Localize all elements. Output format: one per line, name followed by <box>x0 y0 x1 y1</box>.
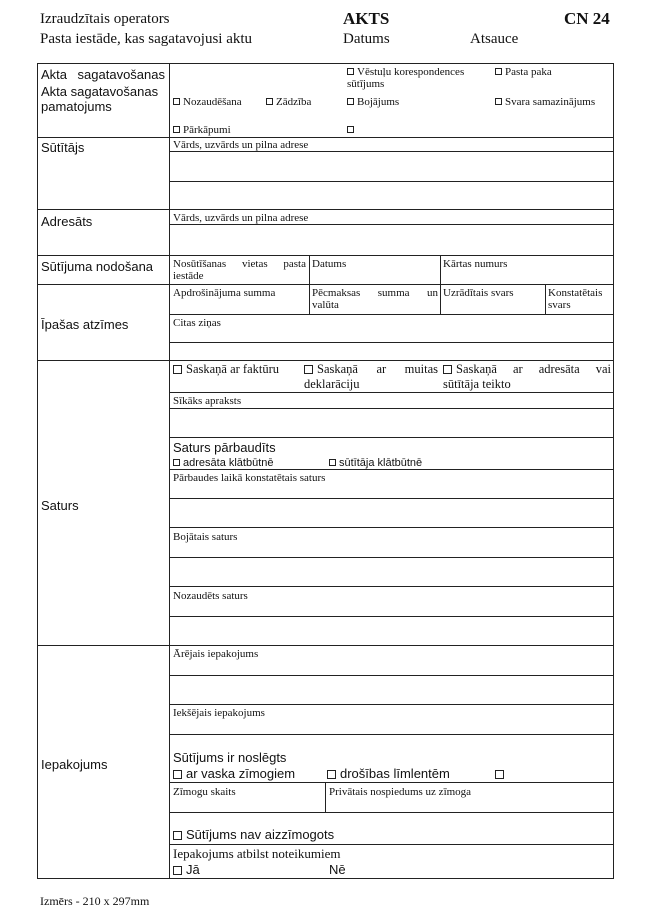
contents-checked: Saturs pārbaudīts <box>173 440 276 455</box>
cod-amount-line2: valūta <box>312 299 339 311</box>
checkbox-icon <box>327 770 336 779</box>
special-label: Īpašas atzīmes <box>41 317 129 332</box>
found-weight-line1: Konstatētais <box>548 287 603 299</box>
security-tape-option[interactable]: drošības līmlentēm <box>327 767 450 781</box>
customs-option-line2: deklarāciju <box>304 377 360 391</box>
insured-amount: Apdrošinājuma summa <box>173 287 276 299</box>
theft-option[interactable]: Zādzība <box>266 96 311 108</box>
outer-packaging-field: Ārējais iepakojums <box>173 648 259 660</box>
basis-label: Akta sagatavošanas pamatojums <box>41 84 159 114</box>
posting-place-line2: iestāde <box>173 270 204 282</box>
checkbox-icon <box>173 770 182 779</box>
date-label: Datums <box>343 31 390 47</box>
invoice-option[interactable]: Saskaņā ar faktūru <box>173 362 279 376</box>
checkbox-icon <box>347 68 354 75</box>
posting-place-line1: Nosūtīšanas vietas pasta <box>173 258 306 270</box>
declared-weight: Uzrādītais svars <box>443 287 514 299</box>
checkbox-icon <box>173 459 180 466</box>
posting-serial: Kārtas numurs <box>443 258 508 270</box>
checkbox-icon <box>495 68 502 75</box>
addressee-label: Adresāts <box>41 214 93 229</box>
checkbox-icon <box>347 126 354 133</box>
found-weight-line2: svars <box>548 299 571 311</box>
checkbox-icon <box>173 126 180 133</box>
form-table <box>37 63 614 879</box>
posting-label: Sūtījuma nodošana <box>41 259 154 274</box>
lost-contents-field: Nozaudēts saturs <box>173 590 248 602</box>
checkbox-icon <box>495 770 504 779</box>
checkbox-icon <box>304 365 313 374</box>
form-code: CN 24 <box>564 9 610 28</box>
letter-correspondence-line2: sūtījums <box>347 78 385 90</box>
closed-label: Sūtījums ir noslēgts <box>173 750 287 765</box>
other-closure-option[interactable] <box>495 767 508 781</box>
posting-date: Datums <box>312 258 347 270</box>
checkbox-icon <box>495 98 502 105</box>
office-label: Pasta iestāde, kas sagatavojusi aktu <box>40 31 253 47</box>
sender-field: Vārds, uzvārds un pilna adrese <box>173 139 309 151</box>
addressee-present-option[interactable]: adresāta klātbūtnē <box>173 457 274 469</box>
addressee-field: Vārds, uzvārds un pilna adrese <box>173 212 309 224</box>
seal-count-field: Zīmogu skaits <box>173 786 236 798</box>
parcel-option[interactable]: Pasta paka <box>495 66 552 78</box>
packaging-label: Iepakojums <box>41 757 108 772</box>
form-title: AKTS <box>343 9 390 28</box>
blank-option[interactable] <box>347 124 357 136</box>
found-contents-field: Pārbaudes laikā konstatētais saturs <box>173 472 326 484</box>
inner-packaging-field: Iekšējais iepakojums <box>173 707 265 719</box>
checkbox-icon <box>443 365 452 374</box>
sender-present-option[interactable]: sūtītāja klātbūtnē <box>329 457 422 469</box>
checkbox-icon <box>173 98 180 105</box>
checkbox-icon <box>173 365 182 374</box>
letter-correspondence-option[interactable]: Vēstuļu korespondences <box>347 66 464 78</box>
missent-option[interactable]: Pārkāpumi <box>173 124 231 136</box>
label-column-divider <box>169 63 170 879</box>
checkbox-icon <box>173 866 182 875</box>
conforms-label: Iepakojums atbilst noteikumiem <box>173 846 341 861</box>
damage-option[interactable]: Bojājums <box>347 96 399 108</box>
checkbox-icon <box>329 459 336 466</box>
basis-label-line1: Akta sagatavošanas <box>41 67 165 82</box>
reference-label: Atsauce <box>470 31 519 47</box>
checkbox-icon <box>266 98 273 105</box>
statement-option-line2: sūtītāja teikto <box>443 377 511 391</box>
size-note: Izmērs - 210 x 297mm <box>40 894 150 908</box>
sender-label: Sūtītājs <box>41 140 85 155</box>
wax-seal-option[interactable]: ar vaska zīmogiem <box>173 767 295 781</box>
private-imprint-field: Privātais nospiedums uz zīmoga <box>329 786 472 798</box>
damaged-contents-field: Bojātais saturs <box>173 531 238 543</box>
contents-label: Saturs <box>41 498 79 513</box>
cod-amount-line1: Pēcmaksas summa un <box>312 287 438 299</box>
conforms-no-option[interactable]: Nē <box>329 862 346 877</box>
customs-option[interactable]: Saskaņā ar muitas <box>304 362 438 376</box>
conforms-yes-option[interactable]: Jā <box>173 863 200 877</box>
checkbox-icon <box>173 831 182 840</box>
not-sealed-option[interactable]: Sūtījums nav aizzīmogots <box>173 828 334 842</box>
details-field: Sīkāks apraksts <box>173 395 242 407</box>
operator-label: Izraudzītais operators <box>40 11 170 27</box>
weight-loss-option[interactable]: Svara samazinājums <box>495 96 595 108</box>
statement-option[interactable]: Saskaņā ar adresāta vai <box>443 362 611 376</box>
other-info: Citas ziņas <box>173 317 221 329</box>
checkbox-icon <box>347 98 354 105</box>
lost-option[interactable]: Nozaudēšana <box>173 96 242 108</box>
